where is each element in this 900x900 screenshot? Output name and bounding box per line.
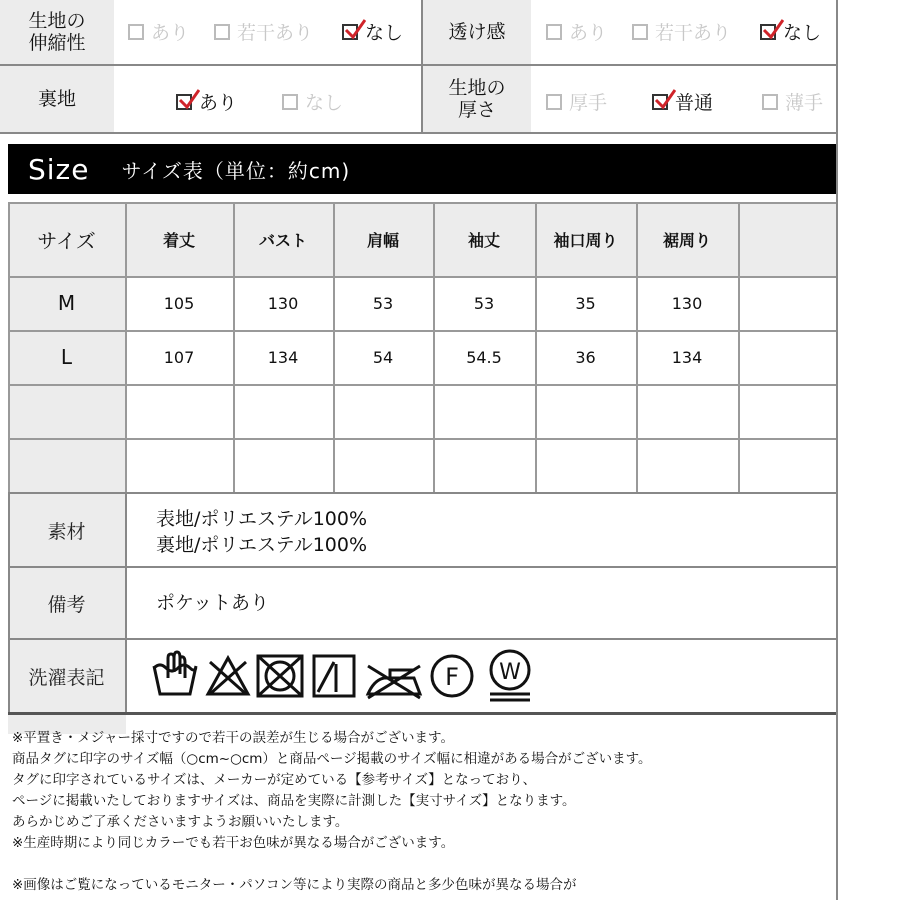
- table-cell: 105: [163, 293, 195, 313]
- option-thick: [546, 88, 607, 115]
- option-lining-yes: [176, 88, 237, 115]
- care-symbols: [150, 648, 540, 704]
- checkbox-icon: [214, 24, 230, 40]
- table-cell: 36: [575, 347, 596, 367]
- option-label: 薄手: [785, 92, 824, 114]
- checkmark-icon: [654, 89, 676, 111]
- checkmark-icon: [178, 89, 200, 111]
- dry-clean-letter: F: [445, 663, 459, 691]
- option-label: 若干あり: [655, 22, 732, 44]
- note-line: ページに掲載いたしておりますサイズは、商品を実際に計測した【実寸サイズ】となります。: [12, 793, 576, 809]
- option-stretch-yes: [128, 18, 189, 45]
- no-bleach-icon: [208, 658, 248, 694]
- table-cell: 130: [671, 293, 703, 313]
- material-label: 素材: [47, 520, 86, 543]
- table-cell: [433, 384, 535, 438]
- stretch-label-line1: 生地の: [28, 10, 86, 32]
- checkbox-checked-icon: [342, 24, 358, 40]
- note-line: ※生産時期により同じカラーでも若干お色味が異なる場合がございます。: [12, 835, 455, 851]
- size-row-label: [8, 438, 125, 492]
- column-header: バスト: [258, 230, 307, 250]
- table-cell: [233, 438, 333, 492]
- option-label: あり: [151, 22, 190, 44]
- note-line: 商品タグに印字のサイズ幅（○cm~○cm）と商品ページ掲載のサイズ幅に相違がある場合がございます。: [12, 751, 652, 767]
- table-cell: 107: [163, 347, 195, 367]
- option-stretch-slight: [214, 18, 313, 45]
- table-cell: [535, 384, 636, 438]
- option-sheer-slight: [632, 18, 731, 45]
- option-stretch-none: [342, 18, 403, 45]
- table-cell: 35: [575, 293, 596, 313]
- divider: [8, 638, 838, 640]
- divider: [836, 0, 838, 134]
- table-cell: [125, 384, 233, 438]
- note-line: タグに印字されているサイズは、メーカーが定めている【参考サイズ】となっており、: [12, 772, 537, 788]
- checkbox-icon: [546, 24, 562, 40]
- checkbox-icon: [128, 24, 144, 40]
- size-row-label: M: [57, 291, 76, 315]
- table-cell: [233, 384, 333, 438]
- checkbox-checked-icon: [760, 24, 776, 40]
- table-cell: [433, 438, 535, 492]
- option-label: あり: [569, 22, 608, 44]
- column-header: 肩幅: [366, 230, 399, 250]
- table-cell: 134: [671, 347, 703, 367]
- thickness-label-line2: 厚さ: [457, 99, 496, 121]
- option-label: あり: [199, 92, 238, 114]
- checkbox-checked-icon: [652, 94, 668, 110]
- table-cell: 130: [267, 293, 299, 313]
- care-label: 洗濯表記: [28, 666, 105, 689]
- option-label: なし: [365, 22, 404, 44]
- table-cell: [636, 438, 738, 492]
- note-line: ※画像はご覧になっているモニター・パソコン等により実際の商品と多少色味が異なる場合が: [12, 877, 577, 893]
- checkbox-icon: [546, 94, 562, 110]
- checkbox-icon: [632, 24, 648, 40]
- size-subtitle: サイズ表（単位：約cm): [121, 158, 351, 183]
- table-cell: 54.5: [466, 347, 502, 367]
- divider: [8, 566, 838, 568]
- material-line2: 裏地/ポリエステル100%: [156, 534, 368, 556]
- checkmark-icon: [344, 19, 366, 41]
- thickness-label-line1: 生地の: [448, 77, 506, 99]
- column-header: 袖口周り: [553, 230, 618, 250]
- divider: [0, 132, 838, 134]
- option-label: 厚手: [569, 92, 608, 114]
- frame-line: [836, 134, 838, 900]
- option-sheer-none: [760, 18, 821, 45]
- wet-clean-letter: W: [499, 660, 521, 685]
- option-normal: [652, 88, 713, 115]
- hand-wash-icon: [154, 652, 196, 694]
- table-cell: 54: [372, 347, 394, 367]
- table-cell: [738, 438, 836, 492]
- stretch-label: [0, 0, 114, 64]
- option-sheer-yes: [546, 18, 607, 45]
- option-label: 若干あり: [237, 22, 314, 44]
- checkbox-checked-icon: [176, 94, 192, 110]
- divider: [0, 64, 838, 66]
- table-cell: [636, 384, 738, 438]
- column-header: 袖丈: [467, 230, 500, 250]
- divider: [421, 0, 423, 134]
- checkbox-icon: [762, 94, 778, 110]
- table-cell: [333, 438, 433, 492]
- remarks-text: ポケットあり: [156, 592, 270, 614]
- checkmark-icon: [762, 19, 784, 41]
- line-dry-icon: [314, 656, 354, 696]
- option-label: なし: [305, 92, 344, 114]
- option-thin: [762, 88, 823, 115]
- table-cell: [125, 438, 233, 492]
- size-row-label: [8, 384, 125, 438]
- column-header: 着丈: [162, 230, 195, 250]
- table-cell: [535, 438, 636, 492]
- thickness-label: [423, 66, 531, 132]
- size-section-header: [8, 144, 838, 194]
- table-cell: 134: [267, 347, 299, 367]
- note-line: ※平置き・メジャー採寸ですので若干の誤差が生じる場合がございます。: [12, 730, 454, 746]
- size-row-label: L: [60, 345, 73, 369]
- column-header: 裾周り: [662, 230, 711, 250]
- note-line: あらかじめご了承くださいますようお願いいたします。: [12, 814, 349, 830]
- lining-label: 裏地: [37, 88, 76, 110]
- checkbox-icon: [282, 94, 298, 110]
- no-iron-icon: [368, 666, 420, 698]
- size-corner-header: サイズ: [37, 228, 96, 253]
- table-cell: [738, 384, 836, 438]
- table-cell: [738, 276, 836, 330]
- table-cell: 53: [372, 293, 394, 313]
- divider: [125, 494, 127, 712]
- table-cell: [738, 330, 836, 384]
- option-label: なし: [783, 22, 822, 44]
- dry-clean-f-icon: [432, 656, 472, 696]
- divider: [8, 492, 838, 494]
- note-line: [12, 854, 872, 875]
- notes: [12, 728, 872, 896]
- column-header: [738, 202, 836, 276]
- sheer-label: 透け感: [448, 21, 506, 43]
- table-cell: [333, 384, 433, 438]
- table-cell: 53: [473, 293, 495, 313]
- stretch-label-line2: 伸縮性: [28, 32, 86, 54]
- option-label: 普通: [675, 92, 714, 114]
- size-title: Size: [28, 152, 90, 186]
- divider: [8, 712, 838, 715]
- no-tumble-dry-icon: [258, 656, 302, 696]
- material-line1: 表地/ポリエステル100%: [156, 508, 368, 530]
- remarks-label: 備考: [47, 593, 86, 616]
- option-lining-no: [282, 88, 343, 115]
- wet-clean-w-icon: [490, 651, 530, 700]
